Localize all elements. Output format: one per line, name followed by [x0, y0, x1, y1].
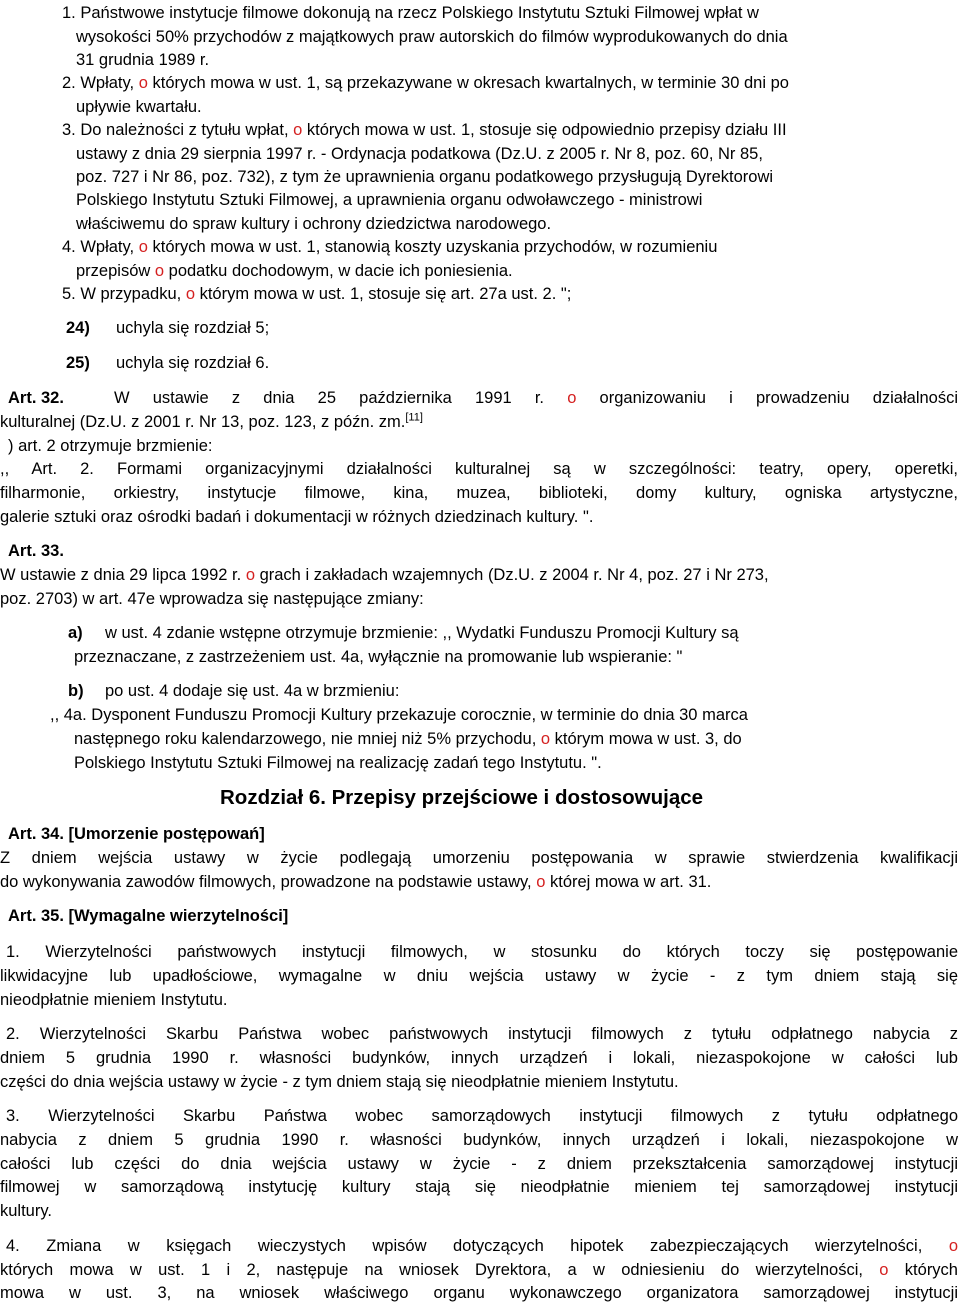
text-line: Polskiego Instytutu Sztuki Filmowej, a uprawnienia organu odwoławczego - ministrowi	[76, 191, 703, 209]
text-line: właściwemu do spraw kultury i ochrony dziedzictwa narodowego.	[76, 215, 552, 233]
text-line: filharmonie, orkiestry, instytucje filmowe, kina, muzea, biblioteki, domy kultury, ogniska artystyczne,	[0, 484, 958, 502]
text-line: 2. Wpłaty, o których mowa w ust. 1, są przekazywane w okresach kwartalnych, w terminie 30 dni po	[62, 74, 789, 92]
text-line: kultury.	[0, 1202, 52, 1220]
text-line: dniem 5 grudnia 1990 r. własności budynków, innych urządzeń i lokali, niezaspokojone w całości lub	[0, 1049, 958, 1067]
text-line: 4. Zmiana w księgach wieczystych wpisów dotyczących hipotek zabezpieczających wierzytelności, o	[6, 1237, 958, 1255]
text-line: 3. Wierzytelności Skarbu Państwa wobec samorządowych instytucji filmowych z tytułu odpłatnego	[6, 1107, 958, 1125]
text-line: 31 grudnia 1989 r.	[76, 51, 210, 69]
list-letter: b)	[68, 682, 84, 700]
text-line: filmowej w samorządową instytucję kultury stają się nieodpłatnie mieniem tej samorządowej instytucji	[0, 1178, 958, 1196]
text-line: ,, 4a. Dysponent Funduszu Promocji Kultury przekazuje corocznie, w terminie do dnia 30 marca	[50, 706, 748, 724]
text-line: 3. Do należności z tytułu wpłat, o których mowa w ust. 1, stosuje się odpowiednio przepisy działu III	[62, 121, 787, 139]
text-line: nabycia z dniem 5 grudnia 1990 r. własności budynków, innych urządzeń i lokali, niezaspokojone w	[0, 1131, 958, 1149]
text-line: całości lub części do dnia wejścia ustawy w życie - z dniem przekształcenia samorządowej instytucji	[0, 1155, 958, 1173]
text-line: upływie kwartału.	[76, 98, 202, 116]
text-line: 1. Państwowe instytucje filmowe dokonują na rzecz Polskiego Instytutu Sztuki Filmowej wpłat w	[62, 4, 759, 22]
text-line: których mowa w ust. 1 i 2, następuje na wniosek Dyrektora, a w odniesieniu do wierzytelności, o których	[0, 1261, 958, 1279]
text-line: 5. W przypadku, o którym mowa w ust. 1, stosuje się art. 27a ust. 2. ";	[62, 285, 572, 303]
text-line: mowa w ust. 3, na wniosek właściwego organu wykonawczego organizatora samorządowej instytucji	[0, 1284, 958, 1302]
article-heading: Art. 32.	[8, 389, 64, 407]
text-line: poz. 2703) w art. 47e wprowadza się następujące zmiany:	[0, 590, 424, 608]
list-letter: a)	[68, 624, 83, 642]
list-number: 25)	[66, 354, 90, 372]
text-line: likwidacyjne lub upadłościowe, wymagalne w dniu wejścia ustawy w życie - z tym dniem stają się	[0, 967, 958, 985]
text-line: 1. Wierzytelności państwowych instytucji filmowych, w stosunku do których toczy się postępowanie	[6, 943, 958, 961]
list-number: 24)	[66, 319, 90, 337]
text-line: w ust. 4 zdanie wstępne otrzymuje brzmienie: ,, Wydatki Funduszu Promocji Kultury są	[105, 624, 739, 642]
text-line: ustawy z dnia 29 sierpnia 1997 r. - Ordynacja podatkowa (Dz.U. z 2005 r. Nr 8, poz. 60, Nr 85,	[76, 145, 763, 163]
text-line: 2. Wierzytelności Skarbu Państwa wobec państwowych instytucji filmowych z tytułu odpłatnego nabycia z	[6, 1025, 958, 1043]
chapter-title: Rozdział 6. Przepisy przejściowe i dostosowujące	[220, 786, 704, 809]
text-line: poz. 727 i Nr 86, poz. 732), z tym że uprawnienia organu podatkowego przysługują Dyrektorowi	[76, 168, 774, 186]
footnote-marker: [11]	[405, 411, 423, 424]
text-line: kulturalnej (Dz.U. z 2001 r. Nr 13, poz. 123, z późn. zm.[11]	[0, 411, 423, 431]
text-line: przeznaczane, z zastrzeżeniem ust. 4a, wyłącznie na promowanie lub wspieranie: "	[74, 648, 683, 666]
article-heading: Art. 33.	[8, 542, 64, 560]
text-line: części do dnia wejścia ustawy w życie - z tym dniem stają się nieodpłatnie mieniem Instytutu.	[0, 1073, 679, 1091]
text-line: nieodpłatnie mieniem Instytutu.	[0, 991, 228, 1009]
text-line: ) art. 2 otrzymuje brzmienie:	[8, 437, 213, 455]
text-line: ,, Art. 2. Formami organizacyjnymi działalności kulturalnej są w szczególności: teatry, opery, operetki,	[0, 460, 958, 478]
text-line: przepisów o podatku dochodowym, w dacie ich poniesienia.	[76, 262, 513, 280]
text-line: wysokości 50% przychodów z majątkowych praw autorskich do filmów wyprodukowanych do dnia	[76, 28, 788, 46]
text-line: do wykonywania zawodów filmowych, prowadzone na podstawie ustawy, o której mowa w art. 31.	[0, 873, 712, 891]
text-line: po ust. 4 dodaje się ust. 4a w brzmieniu:	[105, 682, 400, 700]
article-heading: Art. 35. [Wymagalne wierzytelności]	[8, 907, 289, 925]
text-line: uchyla się rozdział 6.	[116, 354, 270, 372]
text-line: następnego roku kalendarzowego, nie mniej niż 5% przychodu, o którym mowa w ust. 3, do	[74, 730, 742, 748]
text-line: galerie sztuki oraz ośrodki badań i dokumentacji w różnych dziedzinach kultury. ".	[0, 508, 594, 526]
text-line: W ustawie z dnia 25 października 1991 r. o organizowaniu i prowadzeniu działalności	[114, 389, 958, 407]
article-heading: Art. 34. [Umorzenie postępowań]	[8, 825, 265, 843]
text-line: Z dniem wejścia ustawy w życie podlegają umorzeniu postępowania w sprawie stwierdzenia kwalifikacji	[0, 849, 958, 867]
text-line: 4. Wpłaty, o których mowa w ust. 1, stanowią koszty uzyskania przychodów, w rozumieniu	[62, 238, 718, 256]
text-line: uchyla się rozdział 5;	[116, 319, 270, 337]
text-line: W ustawie z dnia 29 lipca 1992 r. o grach i zakładach wzajemnych (Dz.U. z 2004 r. Nr 4, poz. 27 i Nr 273,	[0, 566, 769, 584]
text-line: Polskiego Instytutu Sztuki Filmowej na realizację zadań tego Instytutu. ".	[74, 754, 602, 772]
